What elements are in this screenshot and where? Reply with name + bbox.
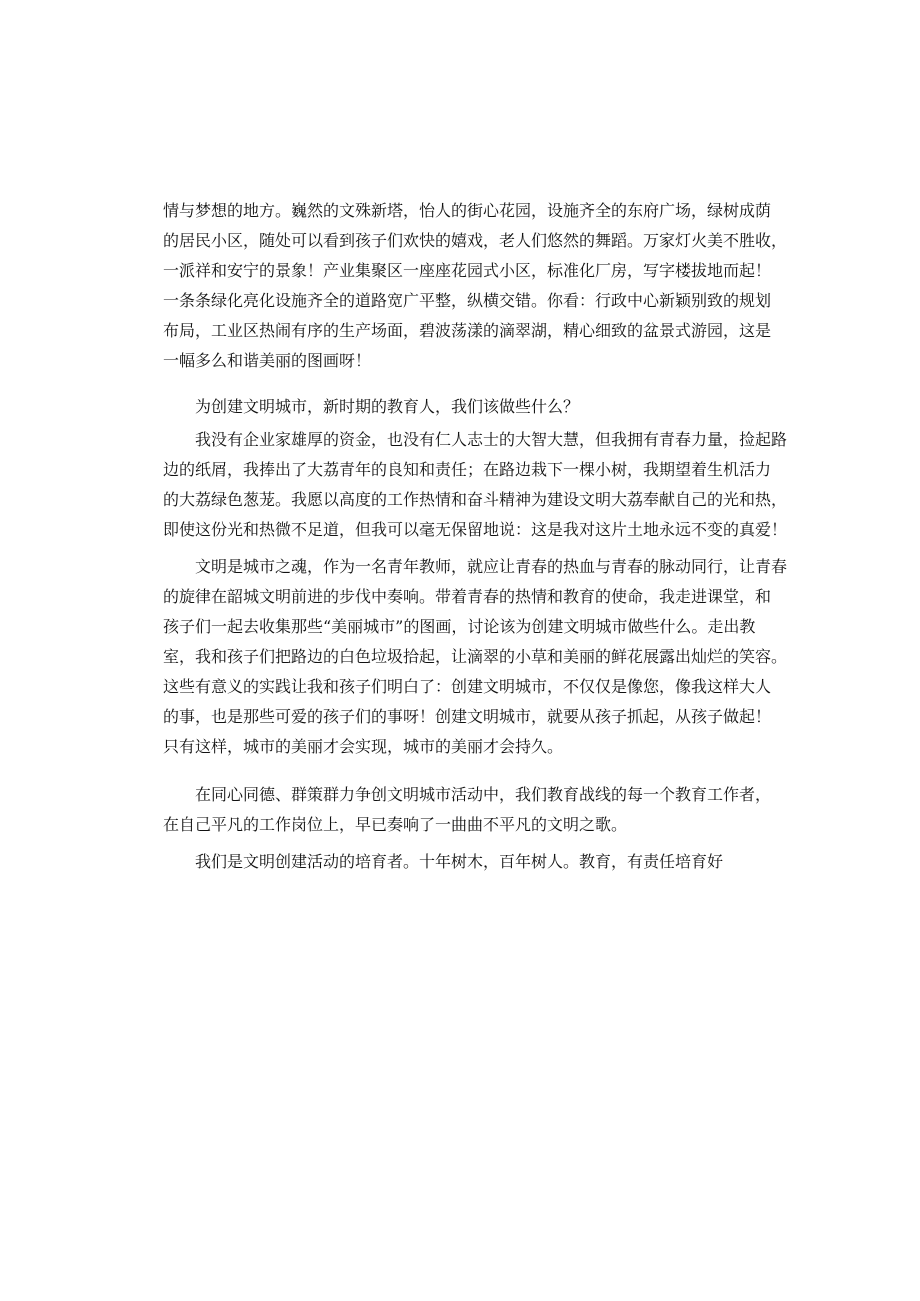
text-line: 一条条绿化亮化设施齐全的道路宽广平整，纵横交错。你看：行政中心新颖别致的规划 (163, 291, 772, 310)
paragraph-6 (163, 847, 763, 877)
text-line: 室，我和孩子们把路边的白色垃圾拾起，让滴翠的小草和美丽的鲜花展露出灿烂的笑容。 (163, 647, 788, 666)
paragraph-3 (163, 425, 788, 545)
text-line: 的事，也是那些可爱的孩子们的事呀！创建文明城市，就要从孩子抓起，从孩子做起！ (163, 707, 772, 726)
paragraph-5 (163, 780, 772, 840)
text-line: 我没有企业家雄厚的资金，也没有仁人志士的大智大慧，但我拥有青春力量，捡起路 (195, 430, 788, 449)
text-line: 一幅多么和谐美丽的图画呀！ (163, 351, 372, 370)
paragraph-2 (163, 392, 763, 422)
text-line: 只有这样，城市的美丽才会实现，城市的美丽才会持久。 (163, 737, 564, 756)
text-line: 在同心同德、群策群力争创文明城市活动中，我们教育战线的每一个教育工作者， (195, 785, 772, 804)
text-line: 文明是城市之魂，作为一名青年教师，就应让青春的热血与青春的脉动同行，让青春 (195, 557, 788, 576)
text-line: 的居民小区，随处可以看到孩子们欢快的嬉戏，老人们悠然的舞蹈。万家灯火美不胜收， (163, 231, 788, 250)
text-line: 孩子们一起去收集那些“美丽城市”的图画，讨论该为创建文明城市做些什么。走出教 (163, 617, 756, 636)
paragraph-4 (163, 552, 788, 762)
text-line: 这些有意义的实践让我和孩子们明白了：创建文明城市，不仅仅是像您，像我这样大人 (163, 677, 772, 696)
text-line: 的旋律在韶城文明前进的步伐中奏响。带着青春的热情和教育的使命，我走进课堂，和 (163, 587, 772, 606)
text-line: 边的纸屑，我捧出了大荔青年的良知和责任；在路边栽下一棵小树，我期望着生机活力 (163, 460, 772, 479)
text-line: 情与梦想的地方。巍然的文殊新塔，怡人的街心花园，设施齐全的东府广场，绿树成荫 (163, 201, 772, 220)
paragraph-1 (163, 196, 788, 376)
text-line: 布局，工业区热闹有序的生产场面，碧波荡漾的滴翠湖，精心细致的盆景式游园，这是 (163, 321, 772, 340)
text-line: 的大荔绿色葱茏。我愿以高度的工作热情和奋斗精神为建设文明大荔奉献自己的光和热， (163, 490, 788, 509)
text-line: 在自己平凡的工作岗位上，早已奏响了一曲曲不平凡的文明之歌。 (163, 815, 628, 834)
text-line: 为创建文明城市，新时期的教育人，我们该做些什么？ (195, 397, 580, 416)
text-line: 我们是文明创建活动的培育者。十年树木，百年树人。教育，有责任培育好 (195, 852, 724, 871)
text-line: 一派祥和安宁的景象！产业集聚区一座座花园式小区，标准化厂房，写字楼拔地而起！ (163, 261, 772, 280)
text-line: 即使这份光和热微不足道，但我可以毫无保留地说：这是我对这片土地永远不变的真爱！ (163, 520, 788, 539)
